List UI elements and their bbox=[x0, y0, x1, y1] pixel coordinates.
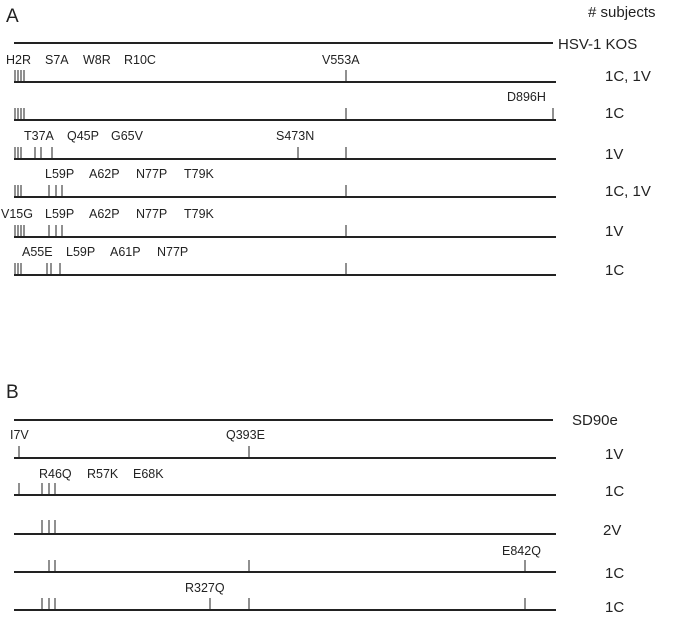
reference-label-hsv1: HSV-1 KOS bbox=[558, 36, 638, 53]
subjects-label: 1V bbox=[605, 146, 624, 163]
subjects-label: 1V bbox=[605, 446, 624, 463]
mutation-label: R327Q bbox=[185, 581, 225, 595]
panel-a-letter: A bbox=[6, 6, 19, 27]
mutation-label: L59P bbox=[66, 245, 96, 259]
track-a1 bbox=[6, 53, 651, 85]
mutation-label: N77P bbox=[136, 167, 168, 181]
variant-ticks bbox=[15, 147, 346, 159]
mutation-label: R10C bbox=[124, 53, 156, 67]
variant-ticks bbox=[15, 185, 346, 197]
panel-b-letter: B bbox=[6, 382, 19, 403]
variant-ticks bbox=[19, 483, 55, 495]
track-a5 bbox=[1, 207, 623, 240]
mutation-label: V15G bbox=[1, 207, 33, 221]
variant-ticks bbox=[15, 108, 553, 120]
mutation-label: D896H bbox=[507, 90, 546, 104]
variant-ticks bbox=[42, 520, 55, 534]
mutation-label: N77P bbox=[157, 245, 189, 259]
track-b2 bbox=[14, 467, 624, 500]
mutation-label: T79K bbox=[184, 167, 214, 181]
mutation-label: H2R bbox=[6, 53, 32, 67]
variant-ticks bbox=[15, 70, 346, 82]
mutation-label: L59P bbox=[45, 207, 75, 221]
track-a6 bbox=[14, 245, 624, 279]
track-a2 bbox=[14, 90, 624, 122]
panel-a bbox=[1, 4, 656, 279]
mutation-label: T37A bbox=[24, 129, 54, 143]
subjects-label: 1C bbox=[605, 262, 625, 279]
variant-ticks bbox=[15, 225, 346, 237]
mutation-label: I7V bbox=[10, 428, 29, 442]
track-b3 bbox=[14, 520, 621, 539]
mutation-label: A55E bbox=[22, 245, 53, 259]
track-b4 bbox=[14, 544, 624, 582]
subjects-label: 1C bbox=[605, 565, 625, 582]
track-b1 bbox=[10, 428, 623, 463]
panel-b bbox=[6, 382, 624, 616]
subjects-label: 1C bbox=[605, 105, 625, 122]
mutation-label: A62P bbox=[89, 167, 120, 181]
subjects-label: 2V bbox=[603, 522, 622, 539]
mutation-label: L59P bbox=[45, 167, 75, 181]
mutation-label: V553A bbox=[322, 53, 360, 67]
subjects-label: 1C bbox=[605, 599, 625, 616]
subjects-label: 1C, 1V bbox=[605, 68, 651, 85]
variant-ticks bbox=[49, 560, 525, 572]
mutation-label: E842Q bbox=[502, 544, 541, 558]
mutation-label: A61P bbox=[110, 245, 141, 259]
mutation-label: Q393E bbox=[226, 428, 265, 442]
mutation-label: Q45P bbox=[67, 129, 99, 143]
subjects-header: # subjects bbox=[588, 4, 656, 21]
mutation-label: T79K bbox=[184, 207, 214, 221]
variant-ticks bbox=[19, 446, 249, 458]
subjects-label: 1C bbox=[605, 483, 625, 500]
track-b5 bbox=[14, 581, 624, 616]
mutation-label: R57K bbox=[87, 467, 119, 481]
mutation-label: A62P bbox=[89, 207, 120, 221]
mutation-label: E68K bbox=[133, 467, 164, 481]
mutation-label: S473N bbox=[276, 129, 315, 143]
track-a4 bbox=[14, 167, 651, 200]
reference-label-sd90e: SD90e bbox=[572, 412, 618, 429]
variant-ticks bbox=[42, 598, 525, 610]
subjects-label: 1V bbox=[605, 223, 624, 240]
variant-ticks bbox=[15, 263, 346, 275]
mutation-label: N77P bbox=[136, 207, 168, 221]
mutation-label: S7A bbox=[45, 53, 69, 67]
mutation-label: R46Q bbox=[39, 467, 72, 481]
subjects-label: 1C, 1V bbox=[605, 183, 651, 200]
mutation-label: G65V bbox=[111, 129, 143, 143]
mutation-label: W8R bbox=[83, 53, 111, 67]
track-a3 bbox=[14, 129, 623, 163]
